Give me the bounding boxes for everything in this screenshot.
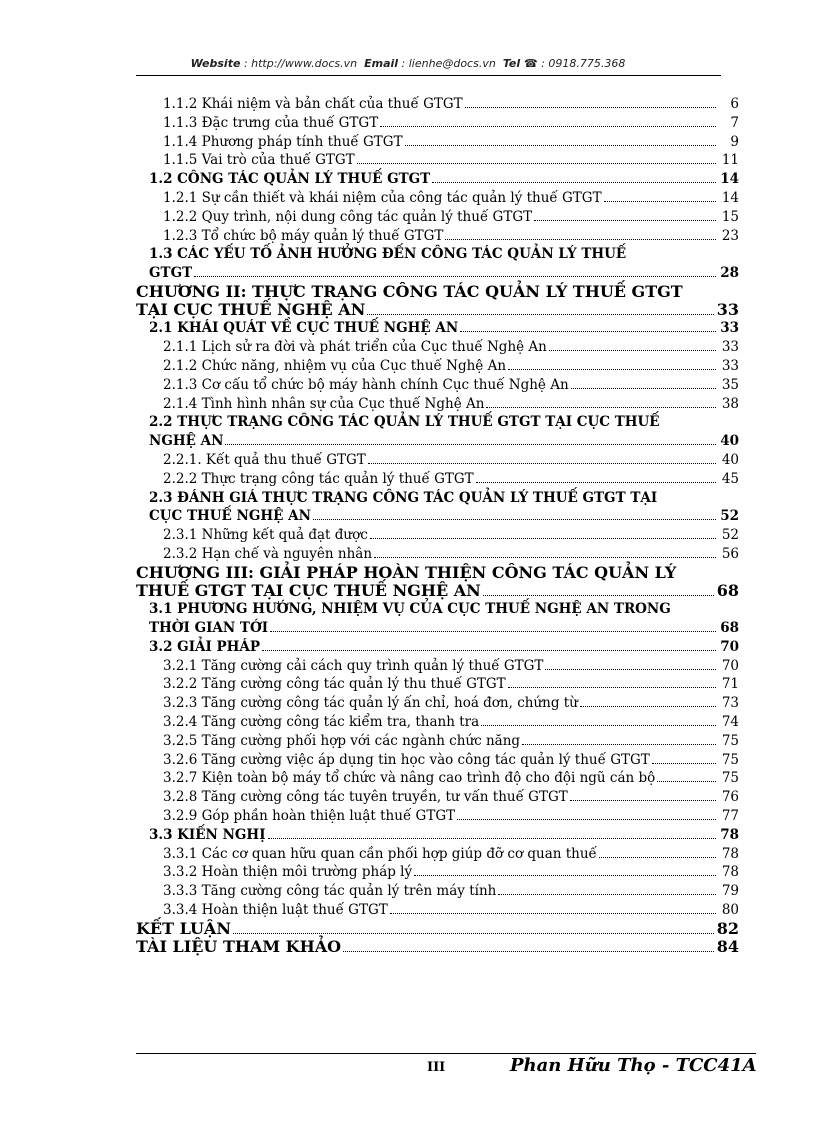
toc-entry-title: 3.2.9 Góp phần hoàn thiện luật thuế GTGT [163, 807, 456, 824]
toc-leader-dots [604, 201, 716, 202]
toc-entry-title-cont: NGHỆ AN [149, 433, 224, 450]
toc-page-number: 33 [721, 357, 739, 374]
toc-entry [136, 451, 739, 470]
toc-page-number: 70 [721, 657, 739, 674]
toc-entry [136, 95, 739, 114]
toc-leader-dots [549, 350, 716, 351]
toc-leader-dots [367, 314, 713, 315]
toc-page-number: 78 [720, 826, 739, 843]
header-rule [136, 75, 721, 76]
toc-entry [136, 769, 739, 788]
website-value: : http://www.docs.vn [243, 57, 358, 70]
toc-leader-dots [534, 220, 716, 221]
toc-leader-dots [460, 331, 716, 332]
toc-entry [136, 170, 739, 189]
toc-entry-title: 2.2.2 Thực trạng công tác quản lý thuế GTGT [163, 470, 474, 487]
toc-entry-title: 1.2 CÔNG TÁC QUẢN LÝ THUẾ GTGT [149, 171, 431, 188]
toc-entry [136, 713, 739, 732]
toc-page-number: 6 [730, 96, 739, 112]
toc-leader-dots [432, 182, 716, 183]
toc-entry [136, 751, 739, 770]
toc-entry [136, 657, 739, 676]
toc-entry-title: 2.2 THỰC TRẠNG CÔNG TÁC QUẢN LÝ THUẾ GTGT TẠI CỤC THUẾ [149, 414, 660, 431]
toc-page-number: 71 [721, 676, 739, 693]
website-label: Website [190, 57, 241, 70]
toc-leader-dots [445, 239, 716, 240]
toc-leader-dots [370, 538, 716, 539]
toc-entry [136, 208, 739, 227]
toc-entry-title: 1.2.2 Quy trình, nội dung công tác quản lý thuế GTGT [163, 208, 533, 225]
toc-entry [136, 807, 739, 826]
toc-entry-title: 3.2.4 Tăng cường công tác kiểm tra, thanh tra [163, 713, 480, 730]
toc-entry-title: 3.3.2 Hoàn thiện môi trường pháp lý [163, 864, 413, 881]
toc-entry [136, 564, 739, 600]
toc-page-number: 73 [721, 695, 739, 712]
toc-entry-title: 3.2.6 Tăng cường việc áp dụng tin học vào công tác quản lý thuế GTGT [163, 751, 650, 768]
toc-entry-title: 3.3.3 Tăng cường công tác quản lý trên máy tính [163, 883, 497, 900]
toc-page-number: 15 [721, 208, 739, 225]
toc-entry [136, 788, 739, 807]
toc-leader-dots [599, 857, 716, 858]
toc-entry [136, 694, 739, 713]
toc-entry-title: 1.1.5 Vai trò của thuế GTGT [163, 152, 355, 169]
toc-leader-dots [465, 107, 716, 108]
toc-leader-dots [522, 744, 716, 745]
toc-entry-title: 3.3.4 Hoàn thiện luật thuế GTGT [163, 901, 388, 918]
toc-entry-title: 3.2 GIẢI PHÁP [149, 638, 261, 655]
toc-leader-dots [343, 951, 714, 952]
toc-leader-dots [571, 388, 716, 389]
toc-entry-title: 2.3.1 Những kết quả đạt được [163, 527, 368, 544]
toc-entry-title-cont: GTGT [149, 265, 193, 282]
email-value: : lienhe@docs.vn [401, 57, 496, 70]
toc-leader-dots [652, 763, 716, 764]
toc-entry-title: 1.1.2 Khái niệm và bản chất của thuế GTGT [163, 96, 463, 112]
toc-leader-dots [498, 894, 716, 895]
toc-entry-title: 2.3.2 Hạn chế và nguyên nhân [163, 545, 373, 562]
toc-entry-title: 3.2.5 Tăng cường phối hợp với các ngành chức năng [163, 732, 521, 749]
toc-page-number: 75 [721, 732, 739, 749]
toc-entry [136, 114, 739, 133]
toc-entry-title: 3.1 PHƯƠNG HƯỚNG, NHIỆM VỤ CỦA CỤC THUẾ NGHỆ AN TRONG [149, 601, 671, 618]
toc-entry-title: 2.1.3 Cơ cấu tổ chức bộ máy hành chính Cục thuế Nghệ An [163, 376, 569, 393]
toc-entry-title: 1.2.1 Sự cần thiết và khái niệm của công tác quản lý thuế GTGT [163, 189, 602, 206]
toc-page-number: 68 [720, 619, 739, 636]
toc-entry [136, 319, 739, 338]
toc-page-number: 68 [716, 580, 739, 600]
toc-page-number: 52 [720, 508, 739, 525]
toc-entry [136, 133, 739, 152]
toc-entry-title-cont: THỜI GIAN TỚI [149, 619, 269, 636]
toc-page-number: 45 [721, 470, 739, 487]
toc-entry [136, 338, 739, 357]
toc-page-number: 74 [721, 713, 739, 730]
toc-entry-title: KẾT LUẬN [136, 918, 231, 938]
tel-label: Tel ☎ [502, 57, 538, 70]
toc-leader-dots [357, 163, 716, 164]
table-of-contents [136, 95, 739, 956]
toc-entry-title: 2.3 ĐÁNH GIÁ THỰC TRẠNG CÔNG TÁC QUẢN LÝ THUẾ GTGT TẠI [149, 489, 658, 506]
toc-leader-dots [194, 276, 716, 277]
toc-page-number: 33 [716, 300, 739, 320]
toc-leader-dots [405, 145, 716, 146]
toc-page-number: 84 [716, 936, 739, 956]
toc-entry-title: 3.2.8 Tăng cường công tác tuyên truyền, tư vấn thuế GTGT [163, 789, 568, 806]
toc-entry [136, 357, 739, 376]
toc-page-number: 70 [720, 638, 739, 655]
toc-page-number: 52 [721, 527, 739, 544]
toc-entry-title: 2.1 KHÁI QUÁT VỀ CỤC THUẾ NGHỆ AN [149, 320, 459, 337]
toc-entry [136, 732, 739, 751]
toc-page-number: 79 [721, 883, 739, 900]
toc-entry-title-cont: TẠI CỤC THUẾ NGHỆ AN [136, 300, 366, 320]
toc-entry-title: 2.1.2 Chức năng, nhiệm vụ của Cục thuế Nghệ An [163, 357, 507, 374]
toc-entry [136, 545, 739, 564]
toc-entry [136, 413, 739, 451]
toc-entry-title: 2.2.1. Kết quả thu thuế GTGT [163, 451, 366, 468]
toc-entry [136, 920, 739, 938]
tel-value: : 0918.775.368 [541, 57, 626, 70]
toc-entry-title: 2.1.1 Lịch sử ra đời và phát triển của Cục thuế Nghệ An [163, 339, 547, 356]
toc-leader-dots [570, 800, 716, 801]
toc-entry [136, 826, 739, 845]
toc-entry [136, 901, 739, 920]
toc-entry-title-cont: CỤC THUẾ NGHỆ AN [149, 508, 311, 525]
toc-entry-title: 2.1.4 Tình hình nhân sự của Cục thuế Nghệ An [163, 395, 485, 412]
toc-entry-title: 1.1.4 Phương pháp tính thuế GTGT [163, 133, 403, 150]
toc-leader-dots [225, 444, 716, 445]
toc-entry [136, 600, 739, 638]
toc-page-number: 75 [721, 770, 739, 787]
toc-leader-dots [508, 687, 716, 688]
toc-page-number: 82 [716, 918, 739, 938]
toc-page-number: 14 [720, 171, 739, 188]
toc-page-number: 23 [721, 227, 739, 244]
toc-page-number: 75 [721, 751, 739, 768]
toc-leader-dots [580, 706, 716, 707]
toc-leader-dots [390, 913, 716, 914]
toc-entry [136, 227, 739, 246]
toc-page-number: 11 [721, 152, 739, 169]
toc-leader-dots [481, 725, 716, 726]
toc-entry [136, 863, 739, 882]
toc-entry [136, 638, 739, 657]
toc-entry-title: CHƯƠNG II: THỰC TRẠNG CÔNG TÁC QUẢN LÝ THUẾ GTGT [136, 281, 683, 301]
footer-rule [136, 1053, 756, 1054]
toc-entry-title: 1.2.3 Tổ chức bộ máy quản lý thuế GTGT [163, 227, 444, 244]
toc-page-number: 35 [721, 376, 739, 393]
toc-entry [136, 376, 739, 395]
toc-entry [136, 395, 739, 414]
toc-page-number: 80 [721, 901, 739, 918]
toc-page-number: 14 [721, 189, 739, 206]
toc-page-number: 78 [721, 845, 739, 862]
toc-entry [136, 938, 739, 956]
toc-entry [136, 489, 739, 527]
toc-page-number: 76 [721, 789, 739, 806]
toc-entry [136, 845, 739, 864]
toc-entry-title: CHƯƠNG III: GIẢI PHÁP HOÀN THIỆN CÔNG TÁC QUẢN LÝ [136, 562, 677, 582]
toc-page-number: 38 [721, 395, 739, 412]
toc-leader-dots [270, 631, 716, 632]
toc-page-number: 40 [720, 433, 739, 450]
toc-page-number: 9 [730, 133, 739, 150]
toc-entry [136, 675, 739, 694]
toc-entry-title: 3.2.1 Tăng cường cải cách quy trình quản lý thuế GTGT [163, 657, 544, 674]
toc-leader-dots [545, 669, 716, 670]
toc-entry [136, 470, 739, 489]
toc-page-number: 33 [721, 339, 739, 356]
toc-entry-title: 3.3.1 Các cơ quan hữu quan cần phối hợp giúp đỡ cơ quan thuế [163, 845, 597, 862]
toc-leader-dots [476, 482, 716, 483]
toc-page-number: 77 [721, 807, 739, 824]
toc-leader-dots [486, 407, 716, 408]
email-label: Email [364, 57, 399, 70]
toc-leader-dots [483, 595, 714, 596]
toc-page-number: 40 [721, 451, 739, 468]
toc-entry [136, 526, 739, 545]
toc-entry [136, 151, 739, 170]
toc-leader-dots [233, 933, 714, 934]
toc-leader-dots [657, 781, 716, 782]
toc-entry-title: 3.2.3 Tăng cường công tác quản lý ấn chỉ, hoá đơn, chứng từ [163, 695, 578, 712]
toc-page-number: 78 [721, 864, 739, 881]
toc-leader-dots [414, 875, 716, 876]
toc-entry [136, 283, 739, 319]
toc-entry-title-cont: THUẾ GTGT TẠI CỤC THUẾ NGHỆ AN [136, 580, 481, 600]
toc-entry-title: TÀI LIỆU THAM KHẢO [136, 936, 342, 956]
footer-page-number: III [427, 1060, 446, 1075]
toc-leader-dots [508, 369, 716, 370]
page-header [0, 57, 816, 70]
toc-entry-title: 3.3 KIẾN NGHỊ [149, 826, 266, 843]
toc-entry-title: 1.1.3 Đặc trưng của thuế GTGT [163, 114, 379, 131]
toc-entry-title: 3.2.7 Kiện toàn bộ máy tổ chức và nâng cao trình độ cho đội ngũ cán bộ [163, 770, 656, 787]
toc-leader-dots [374, 557, 716, 558]
toc-entry-title: 1.3 CÁC YẾU TỐ ẢNH HƯỞNG ĐẾN CÔNG TÁC QUẢN LÝ THUẾ [149, 246, 627, 263]
toc-entry-title: 3.2.2 Tăng cường công tác quản lý thu thuế GTGT [163, 676, 506, 693]
toc-page-number: 7 [730, 114, 739, 131]
toc-page-number: 28 [720, 265, 739, 282]
toc-leader-dots [268, 838, 716, 839]
toc-leader-dots [368, 463, 716, 464]
toc-leader-dots [313, 519, 716, 520]
toc-leader-dots [380, 126, 716, 127]
toc-page-number: 56 [721, 545, 739, 562]
footer-author: Phan Hữu Thọ - TCC41A [510, 1055, 757, 1076]
toc-entry [136, 245, 739, 283]
toc-leader-dots [457, 819, 716, 820]
toc-page-number: 33 [720, 320, 739, 337]
toc-entry [136, 189, 739, 208]
toc-leader-dots [262, 650, 716, 651]
toc-entry [136, 882, 739, 901]
